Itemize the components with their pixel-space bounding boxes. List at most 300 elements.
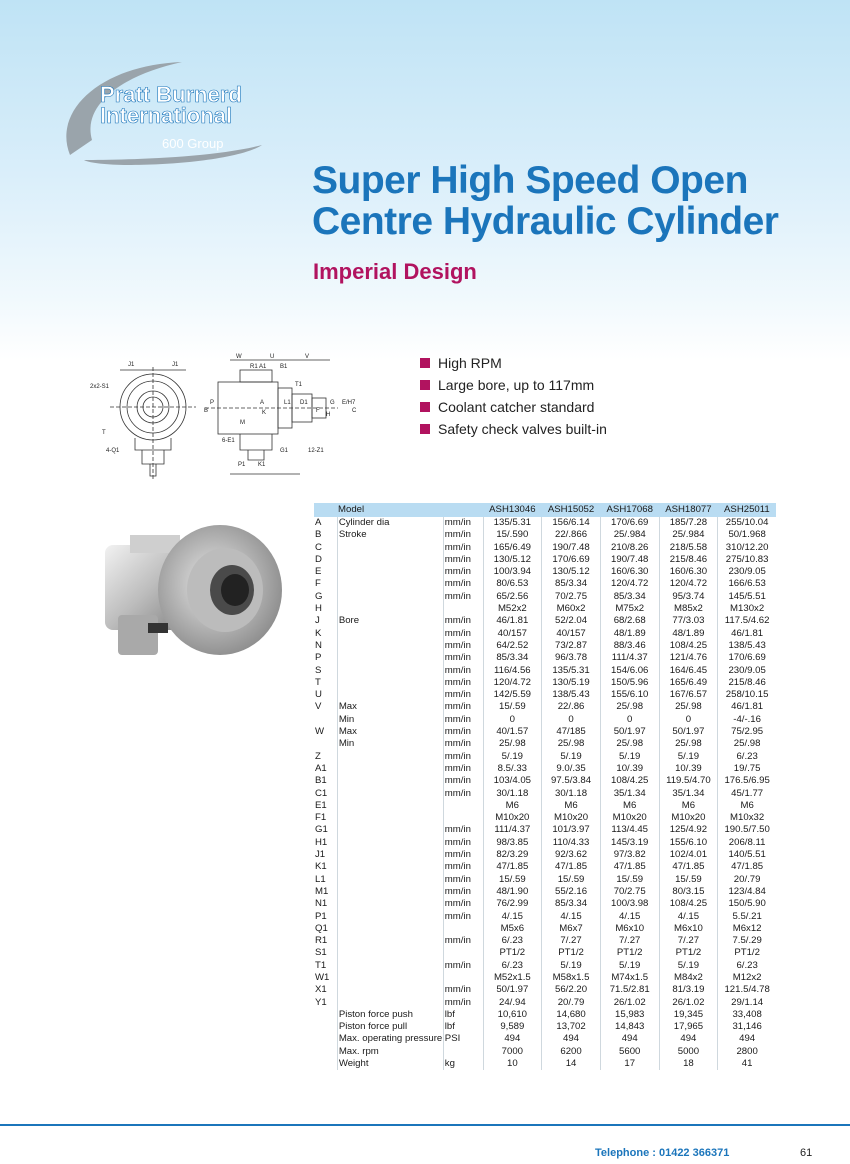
brand-line1: Pratt Burnerd <box>100 82 242 107</box>
row-unit <box>443 972 483 984</box>
row-label: Max <box>337 701 443 713</box>
svg-text:B1: B1 <box>280 364 288 370</box>
cell-value: 81/3.19 <box>659 984 718 996</box>
table-row <box>314 652 776 664</box>
row-key: A <box>315 517 322 528</box>
cell-value: 275/10.83 <box>718 554 776 566</box>
cell-value: 494 <box>659 1033 718 1045</box>
cell-value: 25/.98 <box>600 738 659 750</box>
row-unit: PSI <box>443 1033 483 1045</box>
cell-value: 155/6.10 <box>600 689 659 701</box>
cell-value: 15/.590 <box>483 529 542 541</box>
cell-value: 185/7.28 <box>659 517 718 529</box>
row-unit: mm/in <box>443 714 483 726</box>
svg-text:P: P <box>210 400 215 406</box>
row-key: D <box>315 553 322 565</box>
cell-value: 100/3.94 <box>483 566 542 578</box>
svg-text:M: M <box>240 420 245 426</box>
cell-value: 47/185 <box>542 726 601 738</box>
cell-value: 25/.98 <box>542 738 601 750</box>
cell-value: 230/9.05 <box>718 665 776 677</box>
brand-line2: International <box>100 103 233 128</box>
cell-value: 9,589 <box>483 1021 542 1033</box>
cell-value: 5/.19 <box>659 960 718 972</box>
page-title <box>312 160 778 242</box>
cell-value: 15/.59 <box>483 874 542 886</box>
cell-value: 111/4.37 <box>600 652 659 664</box>
cell-value: 102/4.01 <box>659 849 718 861</box>
cell-value: 40/157 <box>542 628 601 640</box>
svg-text:B: B <box>204 408 209 414</box>
svg-text:6-E1: 6-E1 <box>222 438 235 444</box>
cell-value: 145/3.19 <box>600 837 659 849</box>
svg-text:4-Q1: 4-Q1 <box>106 448 120 454</box>
row-label <box>337 591 443 603</box>
row-unit: mm/in <box>443 578 483 590</box>
cell-value: 47/1.85 <box>542 861 601 873</box>
row-label <box>337 935 443 947</box>
cell-value: 156/6.14 <box>542 517 601 529</box>
row-label: Piston force pull <box>337 1021 443 1033</box>
cell-value: 20/.79 <box>542 997 601 1009</box>
cell-value: 7/.27 <box>659 935 718 947</box>
table-row <box>314 984 776 996</box>
row-key: E1 <box>315 799 327 811</box>
cell-value: M6 <box>542 800 601 812</box>
cell-value: 160/6.30 <box>600 566 659 578</box>
cell-value: 82/3.29 <box>483 849 542 861</box>
cell-value: 5600 <box>600 1046 659 1058</box>
company-logo <box>62 60 332 170</box>
row-key: M1 <box>315 885 329 897</box>
cell-value: 190.5/7.50 <box>718 824 776 836</box>
row-unit <box>443 947 483 959</box>
cell-value: 30/1.18 <box>483 788 542 800</box>
technical-drawing <box>90 352 360 487</box>
table-row <box>314 947 776 959</box>
cell-value: 494 <box>483 1033 542 1045</box>
table-row <box>314 1033 776 1045</box>
cell-value: 15,983 <box>600 1009 659 1021</box>
row-label <box>337 824 443 836</box>
cell-value: 46/1.81 <box>718 628 776 640</box>
row-label: Cylinder dia <box>337 517 443 529</box>
cell-value: 6/.23 <box>483 960 542 972</box>
row-unit: mm/in <box>443 824 483 836</box>
table-row <box>314 529 776 541</box>
table-row <box>314 960 776 972</box>
table-row <box>314 1058 776 1070</box>
table-row <box>314 566 776 578</box>
row-unit: mm/in <box>443 751 483 763</box>
row-key: J <box>315 615 320 627</box>
cell-value: 494 <box>600 1033 659 1045</box>
cell-value: 80/3.15 <box>659 886 718 898</box>
row-unit: mm/in <box>443 763 483 775</box>
cell-value: 31,146 <box>718 1021 776 1033</box>
table-row <box>314 997 776 1009</box>
feature-item: Coolant catcher standard <box>420 396 607 418</box>
cell-value: 15/.59 <box>542 874 601 886</box>
row-label: Piston force push <box>337 1009 443 1021</box>
brand-group: 600 Group <box>162 136 224 151</box>
row-unit: mm/in <box>443 788 483 800</box>
row-key: P <box>315 652 322 664</box>
row-unit: mm/in <box>443 615 483 627</box>
cell-value: 7000 <box>483 1046 542 1058</box>
cell-value: 170/6.69 <box>542 554 601 566</box>
cell-value: 19,345 <box>659 1009 718 1021</box>
cell-value: 7/.27 <box>542 935 601 947</box>
table-row <box>314 972 776 984</box>
row-unit: mm/in <box>443 677 483 689</box>
cell-value: 258/10.15 <box>718 689 776 701</box>
row-key: N1 <box>315 898 328 910</box>
table-row <box>314 812 776 824</box>
row-label <box>337 677 443 689</box>
table-row <box>314 911 776 923</box>
row-label <box>337 751 443 763</box>
feature-list <box>420 352 607 440</box>
row-key <box>314 1021 337 1033</box>
cell-value: 5.5/.21 <box>718 911 776 923</box>
cell-value: 113/4.45 <box>600 824 659 836</box>
row-key: G1 <box>315 824 328 836</box>
svg-text:J1: J1 <box>128 362 135 368</box>
cell-value: M6 <box>718 800 776 812</box>
table-row <box>314 837 776 849</box>
row-key: H1 <box>315 836 328 848</box>
svg-text:K: K <box>262 410 267 416</box>
row-key: J1 <box>315 849 326 861</box>
row-label <box>337 997 443 1009</box>
cell-value: M10x20 <box>483 812 542 824</box>
table-row <box>314 689 776 701</box>
cell-value: M5x6 <box>483 923 542 935</box>
cell-value: 50/1.97 <box>600 726 659 738</box>
footer-divider <box>0 1124 850 1126</box>
cell-value: 48/1.90 <box>483 886 542 898</box>
cell-value: 120/4.72 <box>659 578 718 590</box>
cell-value: 5/.19 <box>600 960 659 972</box>
cell-value: 56/2.20 <box>542 984 601 996</box>
cell-value: PT1/2 <box>718 947 776 959</box>
row-key: F1 <box>315 812 327 824</box>
row-label <box>337 603 443 615</box>
row-key: C <box>315 541 322 553</box>
svg-text:F: F <box>316 408 320 414</box>
cell-value: 230/9.05 <box>718 566 776 578</box>
cell-value: 190/7.48 <box>542 542 601 554</box>
cell-value: 65/2.56 <box>483 591 542 603</box>
bullet-icon <box>420 424 430 434</box>
title-line-2: Centre Hydraulic Cylinder <box>312 200 779 243</box>
cell-value: M6x7 <box>542 923 601 935</box>
row-unit: mm/in <box>443 591 483 603</box>
cell-value: 14 <box>542 1058 601 1070</box>
svg-text:G1: G1 <box>280 448 289 454</box>
cell-value: M75x2 <box>600 603 659 615</box>
row-label <box>337 911 443 923</box>
cell-value: 0 <box>542 714 601 726</box>
cell-value: M10x32 <box>718 812 776 824</box>
cell-value: 17,965 <box>659 1021 718 1033</box>
feature-item: Safety check valves built-in <box>420 418 607 440</box>
cell-value: 160/6.30 <box>659 566 718 578</box>
cell-value: 73/2.87 <box>542 640 601 652</box>
cell-value: 25/.98 <box>718 738 776 750</box>
cell-value: 29/1.14 <box>718 997 776 1009</box>
bullet-icon <box>420 380 430 390</box>
row-unit: mm/in <box>443 517 483 529</box>
row-key: V <box>315 701 322 713</box>
cell-value: 190/7.48 <box>600 554 659 566</box>
row-key: A1 <box>315 762 327 774</box>
row-key: Q1 <box>315 922 328 934</box>
row-key <box>314 1033 337 1045</box>
svg-text:J1: J1 <box>172 362 179 368</box>
row-key: T1 <box>315 959 327 971</box>
cell-value: 9.0/.35 <box>542 763 601 775</box>
table-row <box>314 677 776 689</box>
table-row <box>314 554 776 566</box>
row-unit: mm/in <box>443 984 483 996</box>
row-label <box>337 763 443 775</box>
cell-value: 5/.19 <box>542 960 601 972</box>
row-unit: lbf <box>443 1021 483 1033</box>
cell-value: 121.5/4.78 <box>718 984 776 996</box>
cell-value: -4/-.16 <box>718 714 776 726</box>
cell-value: 210/8.26 <box>600 542 659 554</box>
model-header: ASH13046 <box>483 503 542 517</box>
cell-value: 22/.86 <box>542 701 601 713</box>
row-unit: mm/in <box>443 837 483 849</box>
table-row <box>314 886 776 898</box>
table-row <box>314 542 776 554</box>
cell-value: 76/2.99 <box>483 898 542 910</box>
cell-value: 46/1.81 <box>483 615 542 627</box>
row-unit <box>443 800 483 812</box>
cell-value: 100/3.98 <box>600 898 659 910</box>
cell-value: 125/4.92 <box>659 824 718 836</box>
cell-value: M52x1.5 <box>483 972 542 984</box>
cell-value: 494 <box>542 1033 601 1045</box>
cell-value: 116/4.56 <box>483 665 542 677</box>
cell-value: 110/4.33 <box>542 837 601 849</box>
row-label: Min <box>337 714 443 726</box>
cell-value: M74x1.5 <box>600 972 659 984</box>
row-label <box>337 775 443 787</box>
cell-value: 121/4.76 <box>659 652 718 664</box>
cell-value: 75/2.95 <box>718 726 776 738</box>
cell-value: 47/1.85 <box>718 861 776 873</box>
row-key: K1 <box>315 861 327 873</box>
table-row <box>314 923 776 935</box>
cell-value: 215/8.46 <box>659 554 718 566</box>
specification-table <box>314 503 776 1070</box>
cell-value: 142/5.59 <box>483 689 542 701</box>
cell-value: 5/.19 <box>483 751 542 763</box>
cell-value: 130/5.19 <box>542 677 601 689</box>
cell-value: 52/2.04 <box>542 615 601 627</box>
row-unit: mm/in <box>443 911 483 923</box>
row-unit: mm/in <box>443 738 483 750</box>
cell-value: 167/6.57 <box>659 689 718 701</box>
row-key <box>314 1046 337 1058</box>
cell-value: 48/1.89 <box>600 628 659 640</box>
row-unit: mm/in <box>443 652 483 664</box>
table-row <box>314 1009 776 1021</box>
table-body <box>314 517 776 1070</box>
cell-value: 10 <box>483 1058 542 1070</box>
row-unit: mm/in <box>443 775 483 787</box>
row-label <box>337 788 443 800</box>
cell-value: 494 <box>718 1033 776 1045</box>
row-unit: mm/in <box>443 726 483 738</box>
cell-value: M58x1.5 <box>542 972 601 984</box>
row-label: Stroke <box>337 529 443 541</box>
cell-value: 6/.23 <box>718 751 776 763</box>
model-header: ASH18077 <box>659 503 718 517</box>
table-row <box>314 628 776 640</box>
row-label <box>337 566 443 578</box>
cell-value: 165/6.49 <box>483 542 542 554</box>
svg-text:G: G <box>330 400 335 406</box>
cell-value: 68/2.68 <box>600 615 659 627</box>
cell-value: M84x2 <box>659 972 718 984</box>
cell-value: 97.5/3.84 <box>542 775 601 787</box>
cell-value: M60x2 <box>542 603 601 615</box>
cell-value: 85/3.34 <box>483 652 542 664</box>
table-row <box>314 751 776 763</box>
svg-text:W: W <box>236 354 242 360</box>
cell-value: 150/5.96 <box>600 677 659 689</box>
table-row <box>314 800 776 812</box>
row-label: Min <box>337 738 443 750</box>
row-label <box>337 689 443 701</box>
cell-value: M6x12 <box>718 923 776 935</box>
row-unit: mm/in <box>443 554 483 566</box>
table-row <box>314 1046 776 1058</box>
cell-value: 64/2.52 <box>483 640 542 652</box>
table-row <box>314 615 776 627</box>
cell-value: 6/.23 <box>483 935 542 947</box>
cell-value: 6/.23 <box>718 960 776 972</box>
row-key <box>314 714 337 726</box>
cell-value: 77/3.03 <box>659 615 718 627</box>
svg-text:2x2-S1: 2x2-S1 <box>90 384 110 390</box>
page-subtitle: Imperial Design <box>313 259 477 284</box>
row-unit: mm/in <box>443 935 483 947</box>
cell-value: 108/4.25 <box>600 775 659 787</box>
cell-value: PT1/2 <box>542 947 601 959</box>
cell-value: 40/157 <box>483 628 542 640</box>
cell-value: 50/1.97 <box>659 726 718 738</box>
row-key: P1 <box>315 910 327 922</box>
cell-value: 5000 <box>659 1046 718 1058</box>
model-header: ASH25011 <box>718 503 776 517</box>
cell-value: 8.5/.33 <box>483 763 542 775</box>
row-unit: lbf <box>443 1009 483 1021</box>
cell-value: 138/5.43 <box>542 689 601 701</box>
row-key: U <box>315 689 322 701</box>
row-key: K <box>315 627 322 639</box>
cell-value: 206/8.11 <box>718 837 776 849</box>
row-label <box>337 923 443 935</box>
row-key: B <box>315 529 322 541</box>
cell-value: 71.5/2.81 <box>600 984 659 996</box>
cell-value: 7.5/.29 <box>718 935 776 947</box>
product-photo <box>100 515 290 665</box>
row-label <box>337 960 443 972</box>
row-key: Y1 <box>315 996 327 1008</box>
table-row <box>314 935 776 947</box>
model-header: ASH17068 <box>600 503 659 517</box>
cell-value: 48/1.89 <box>659 628 718 640</box>
cell-value: 0 <box>600 714 659 726</box>
bullet-icon <box>420 402 430 412</box>
cell-value: 18 <box>659 1058 718 1070</box>
cell-value: 6200 <box>542 1046 601 1058</box>
row-key: H <box>315 603 322 615</box>
cell-value: 13,702 <box>542 1021 601 1033</box>
cell-value: 2800 <box>718 1046 776 1058</box>
cell-value: 30/1.18 <box>542 788 601 800</box>
svg-text:E/H7: E/H7 <box>342 400 356 406</box>
cell-value: 41 <box>718 1058 776 1070</box>
row-unit: mm/in <box>443 628 483 640</box>
cell-value: 19/.75 <box>718 763 776 775</box>
cell-value: 70/2.75 <box>600 886 659 898</box>
cell-value: 25/.98 <box>483 738 542 750</box>
cell-value: 4/.15 <box>483 911 542 923</box>
row-key: G <box>315 590 323 602</box>
cell-value: 117.5/4.62 <box>718 615 776 627</box>
row-key: W1 <box>315 971 330 983</box>
table-row <box>314 849 776 861</box>
row-unit: mm/in <box>443 861 483 873</box>
cell-value: 166/6.53 <box>718 578 776 590</box>
table-row <box>314 640 776 652</box>
svg-text:R1 A1: R1 A1 <box>250 364 267 370</box>
table-row <box>314 603 776 615</box>
cell-value: 150/5.90 <box>718 898 776 910</box>
bullet-icon <box>420 358 430 368</box>
cell-value: M6 <box>600 800 659 812</box>
cell-value: 50/1.97 <box>483 984 542 996</box>
cell-value: M130x2 <box>718 603 776 615</box>
row-label <box>337 542 443 554</box>
row-label <box>337 849 443 861</box>
cell-value: 35/1.34 <box>600 788 659 800</box>
row-label <box>337 812 443 824</box>
cell-value: 95/3.74 <box>659 591 718 603</box>
row-key: F <box>315 578 321 590</box>
cell-value: 15/.59 <box>659 874 718 886</box>
cell-value: 10/.39 <box>659 763 718 775</box>
row-key: R1 <box>315 935 328 947</box>
cell-value: 5/.19 <box>659 751 718 763</box>
table-row <box>314 591 776 603</box>
cell-value: 25/.98 <box>659 701 718 713</box>
cell-value: 25/.984 <box>659 529 718 541</box>
cell-value: 123/4.84 <box>718 886 776 898</box>
row-label <box>337 628 443 640</box>
cell-value: 310/12.20 <box>718 542 776 554</box>
row-unit: mm/in <box>443 566 483 578</box>
cell-value: 46/1.81 <box>718 701 776 713</box>
cell-value: 98/3.85 <box>483 837 542 849</box>
